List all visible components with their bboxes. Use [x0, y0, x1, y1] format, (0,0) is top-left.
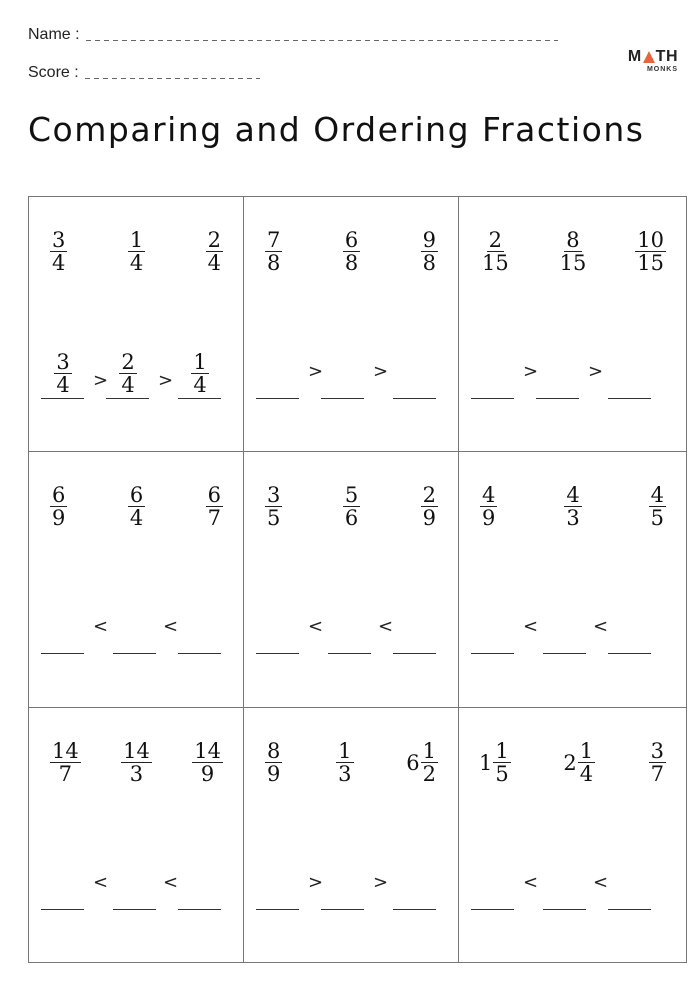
name-field[interactable]: [28, 26, 558, 44]
numerator: 2: [488, 228, 503, 252]
denominator: 15: [482, 251, 509, 275]
answer-row: [41, 868, 229, 928]
numerator: 10: [637, 228, 664, 252]
answer-blank-3[interactable]: [393, 859, 436, 910]
name-label: Name :: [28, 26, 80, 43]
problem-cell-5: [244, 452, 459, 708]
answer-blank-3[interactable]: [393, 348, 436, 399]
fraction: [479, 740, 511, 785]
math-monks-logo: [618, 49, 678, 73]
fraction-stack: [493, 740, 510, 785]
denominator: 9: [267, 762, 281, 786]
less-than-sign: <: [308, 616, 324, 637]
greater-than-sign: >: [158, 370, 174, 391]
answer-blank-1[interactable]: [41, 603, 84, 654]
fraction-stack: [578, 740, 595, 785]
fraction: [205, 229, 223, 274]
fraction-stack: [265, 229, 282, 274]
answer-row: [256, 868, 444, 928]
given-fractions: [43, 229, 229, 274]
fraction-stack: [50, 229, 67, 274]
numerator: 1: [338, 739, 352, 763]
fraction-stack: [265, 484, 282, 529]
fraction-stack: [649, 740, 666, 785]
fraction-stack: [206, 229, 223, 274]
fraction-stack: [336, 740, 353, 785]
denominator: 3: [566, 506, 580, 530]
fraction-stack: [128, 229, 145, 274]
fraction-stack: [119, 351, 136, 396]
denominator: 6: [344, 506, 359, 530]
fraction: [49, 229, 67, 274]
greater-than-sign: >: [308, 872, 324, 893]
greater-than-sign: >: [588, 361, 604, 382]
fraction: [342, 229, 360, 274]
fraction: [264, 740, 282, 785]
answer-blank-1[interactable]: [256, 603, 299, 654]
fraction-stack: [480, 484, 497, 529]
numerator: 3: [650, 739, 664, 763]
numerator: 8: [566, 228, 580, 252]
answer-row: [471, 868, 672, 928]
fraction-stack: [421, 229, 438, 274]
answer-blank-1[interactable]: [256, 348, 299, 399]
answer-blank-3[interactable]: [608, 348, 651, 399]
score-field[interactable]: [28, 64, 260, 82]
answer-blank-1[interactable]: [471, 348, 514, 399]
numerator: 1: [579, 739, 594, 763]
fraction: [53, 351, 71, 396]
fraction: [118, 351, 136, 396]
answer-row: [471, 612, 672, 672]
numerator: 1: [193, 350, 207, 374]
score-input-line[interactable]: [85, 78, 260, 79]
given-fractions: [258, 740, 444, 785]
numerator: 1: [495, 739, 509, 763]
denominator: 4: [579, 762, 594, 786]
numerator: 4: [482, 483, 496, 507]
numerator: 6: [129, 483, 144, 507]
fraction: [127, 484, 145, 529]
denominator: 7: [650, 762, 664, 786]
fraction-stack: [192, 740, 223, 785]
numerator: 2: [422, 483, 436, 507]
denominator: 9: [422, 506, 436, 530]
denominator: 4: [207, 251, 221, 275]
answer-blank-2[interactable]: [543, 859, 586, 910]
fraction: [420, 229, 438, 274]
answer-blank-2[interactable]: [536, 348, 579, 399]
fraction-stack: [50, 484, 67, 529]
denominator: 5: [495, 762, 509, 786]
whole-number: 2: [563, 750, 577, 775]
denominator: 5: [650, 506, 664, 530]
answer-blank-3[interactable]: [178, 603, 221, 654]
fraction: [406, 740, 438, 785]
denominator: 8: [344, 251, 359, 275]
fraction-stack: [265, 740, 282, 785]
fraction-stack: [121, 740, 152, 785]
answer-row: [41, 350, 229, 417]
problem-cell-7: [29, 708, 244, 962]
logo-subtitle: MONKS: [646, 66, 678, 73]
score-label: Score :: [28, 64, 79, 81]
answer-row: [256, 357, 444, 417]
denominator: 3: [129, 762, 144, 786]
answer-blank-2[interactable]: [113, 603, 156, 654]
less-than-sign: <: [163, 872, 179, 893]
fraction: [648, 484, 666, 529]
less-than-sign: <: [593, 872, 609, 893]
fraction: [190, 351, 208, 396]
answer-blank-1[interactable]: [41, 859, 84, 910]
denominator: 9: [52, 506, 66, 530]
denominator: 4: [56, 373, 70, 397]
given-fractions: [43, 740, 229, 785]
fraction: [120, 740, 152, 785]
less-than-sign: <: [523, 616, 539, 637]
answer-blank-1[interactable]: [256, 859, 299, 910]
problem-grid: [28, 196, 687, 963]
given-fractions: [43, 484, 229, 529]
answer-blank-2[interactable]: [106, 348, 149, 399]
numerator: 3: [56, 350, 70, 374]
denominator: 3: [338, 762, 352, 786]
fraction: [205, 484, 223, 529]
numerator: 9: [422, 228, 436, 252]
denominator: 4: [52, 251, 66, 275]
greater-than-sign: >: [93, 370, 109, 391]
denominator: 4: [129, 506, 144, 530]
fraction-stack: [480, 229, 511, 274]
numerator: 4: [650, 483, 664, 507]
fraction-stack: [564, 484, 581, 529]
fraction-stack: [421, 740, 438, 785]
given-fractions: [473, 229, 672, 274]
fraction-stack: [421, 484, 438, 529]
fraction: [420, 484, 438, 529]
fraction-stack: [649, 484, 666, 529]
fraction: [648, 740, 666, 785]
fraction: [557, 229, 589, 274]
whole-number: 1: [479, 750, 493, 775]
logo-letter-m: M: [627, 48, 642, 65]
answer-blank-1[interactable]: [471, 603, 514, 654]
numerator: 2: [207, 228, 221, 252]
numerator: 6: [344, 228, 359, 252]
logo-triangle-icon: [643, 51, 655, 63]
name-input-line[interactable]: [86, 40, 558, 41]
numerator: 1: [129, 228, 144, 252]
answer-blank-1[interactable]: [41, 348, 84, 399]
less-than-sign: <: [593, 616, 609, 637]
less-than-sign: <: [93, 616, 109, 637]
given-fractions: [473, 740, 672, 785]
answer-blank-2[interactable]: [113, 859, 156, 910]
fraction: [342, 484, 360, 529]
problem-cell-8: [244, 708, 459, 962]
problem-cell-1: [29, 197, 244, 452]
numerator: 8: [267, 739, 281, 763]
numerator: 14: [123, 739, 150, 763]
fraction: [563, 740, 595, 785]
numerator: 14: [194, 739, 221, 763]
fraction-stack: [128, 484, 145, 529]
numerator: 4: [566, 483, 580, 507]
greater-than-sign: >: [373, 361, 389, 382]
given-fractions: [473, 484, 672, 529]
fraction: [563, 484, 581, 529]
less-than-sign: <: [93, 872, 109, 893]
whole-number: 6: [406, 750, 420, 775]
numerator: 14: [52, 739, 79, 763]
denominator: 2: [422, 762, 436, 786]
numerator: 3: [52, 228, 66, 252]
denominator: 15: [637, 251, 664, 275]
answer-blank-1[interactable]: [471, 859, 514, 910]
given-fractions: [258, 484, 444, 529]
fraction-stack: [343, 229, 360, 274]
fraction: [49, 740, 81, 785]
problem-cell-4: [29, 452, 244, 708]
answer-row: [41, 612, 229, 672]
numerator: 6: [52, 483, 66, 507]
problem-cell-3: [459, 197, 686, 452]
given-fractions: [258, 229, 444, 274]
fraction-stack: [206, 484, 223, 529]
fraction: [264, 484, 282, 529]
numerator: 6: [207, 483, 221, 507]
numerator: 5: [344, 483, 359, 507]
page-title: Comparing and Ordering Fractions: [28, 110, 645, 149]
fraction: [634, 229, 666, 274]
denominator: 8: [422, 251, 436, 275]
answer-blank-2[interactable]: [321, 859, 364, 910]
fraction-stack: [54, 351, 71, 396]
fraction: [191, 740, 223, 785]
problem-cell-2: [244, 197, 459, 452]
answer-blank-3[interactable]: [178, 859, 221, 910]
logo-letters-th: TH: [655, 48, 678, 65]
denominator: 9: [482, 506, 496, 530]
denominator: 8: [267, 251, 281, 275]
answer-row: [256, 612, 444, 672]
answer-blank-3[interactable]: [608, 859, 651, 910]
denominator: 7: [58, 762, 73, 786]
fraction: [479, 229, 511, 274]
denominator: 15: [559, 251, 587, 275]
answer-row: [471, 357, 672, 417]
greater-than-sign: >: [373, 872, 389, 893]
denominator: 4: [129, 251, 144, 275]
denominator: 4: [193, 373, 207, 397]
denominator: 7: [207, 506, 221, 530]
greater-than-sign: >: [523, 361, 539, 382]
fraction-stack: [191, 351, 208, 396]
answer-blank-3[interactable]: [393, 603, 436, 654]
problem-cell-9: [459, 708, 686, 962]
denominator: 4: [121, 373, 135, 397]
numerator: 1: [422, 739, 436, 763]
numerator: 3: [267, 483, 281, 507]
fraction: [127, 229, 145, 274]
denominator: 5: [267, 506, 281, 530]
fraction: [335, 740, 353, 785]
less-than-sign: <: [523, 872, 539, 893]
answer-blank-2[interactable]: [321, 348, 364, 399]
fraction: [264, 229, 282, 274]
problem-cell-6: [459, 452, 686, 708]
denominator: 9: [200, 762, 215, 786]
fraction-stack: [635, 229, 666, 274]
less-than-sign: <: [378, 616, 394, 637]
fraction-stack: [343, 484, 360, 529]
answer-blank-3[interactable]: [178, 348, 221, 399]
fraction-stack: [50, 740, 81, 785]
fraction-stack: [558, 229, 589, 274]
fraction: [479, 484, 497, 529]
fraction: [49, 484, 67, 529]
numerator: 7: [267, 228, 281, 252]
less-than-sign: <: [163, 616, 179, 637]
numerator: 2: [121, 350, 135, 374]
answer-blank-2[interactable]: [543, 603, 586, 654]
answer-blank-2[interactable]: [328, 603, 371, 654]
greater-than-sign: >: [308, 361, 324, 382]
answer-blank-3[interactable]: [608, 603, 651, 654]
